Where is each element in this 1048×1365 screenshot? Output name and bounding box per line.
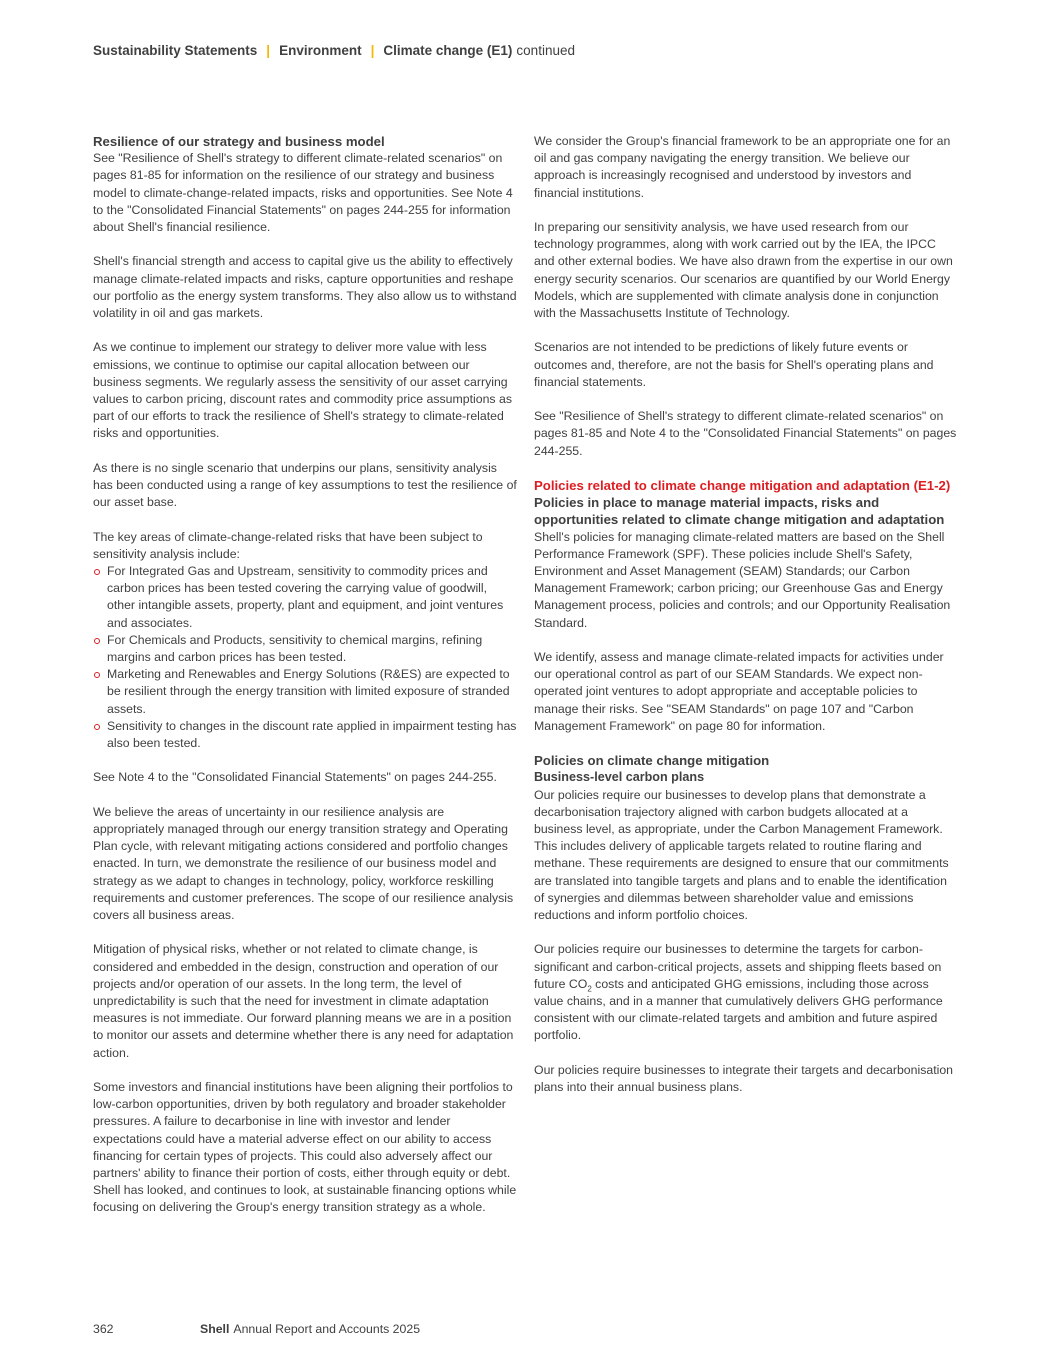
left-column [93,133,517,1217]
text-run: costs and anticipated GHG emissions, including those across value chains, and in a manner that cumulatively delivers GHG performance consistent with our climate-related targets and ambition and future aspired portfolio. [534,976,943,1043]
minor-heading-business-level-carbon-plans: Business-level carbon plans [534,770,705,785]
paragraph: See "Resilience of Shell's strategy to different climate-related scenarios" on pages 81-85 and Note 4 to the "Consolidated Financial Statements" on pages 244-255. [534,409,957,458]
footer-title: Annual Report and Accounts 2025 [233,1322,421,1336]
breadcrumb-separator: | [370,43,375,58]
paragraph: The key areas of climate-change-related risks that have been subject to sensitivity analysis include: [93,529,483,561]
paragraph: Scenarios are not intended to be predictions of likely future events or outcomes and, therefore, are not the basis for Shell's operating plans and financial statements. [534,340,934,389]
sensitivity-bullet-list [93,563,517,752]
paragraph: See "Resilience of Shell's strategy to different climate-related scenarios" on pages 81-85 for information on the resilience of our strategy and business model to climate-change-related impacts, risks and opportunities. See Note 4 to the "Consolidated Financial Statements" on pages 244-255 for information about Shell's financial resilience. [93,151,513,235]
paragraph: As we continue to implement our strategy to deliver more value with less emissions, we continue to optimise our capital allocation between our business segments. We regularly assess the sensitivity of our asset carrying values to carbon pricing, discount rates and commodity price assumptions as part of our efforts to track the resilience of Shell's strategy to climate-related risks and opportunities. [93,340,512,441]
paragraph: In preparing our sensitivity analysis, we have used research from our technology programmes, along with work carried out by the IEA, the IPCC and other external bodies. We have also drawn from the expertise in our own energy security scenarios. Our scenarios are quantified by our World Energy Models, which are supplemented with climate analysis done in conjunction with the Massachusetts Institute of Technology. [534,220,953,321]
paragraph: Our policies require businesses to integrate their targets and decarbonisation plans into their annual business plans. [534,1062,954,1095]
breadcrumb-sustainability: Sustainability Statements [93,43,258,58]
header-continued: continued [516,43,575,58]
paragraph: As there is no single scenario that underpins our plans, sensitivity analysis has been conducted using a range of key assumptions to test the resilience of our asset base. [93,460,517,510]
subsection-heading-policies-in-place: Policies in place to manage material impacts, risks and opportunities related to climate change mitigation and adaptation [534,495,945,528]
subscript: 2 [587,984,592,994]
paragraph: Some investors and financial institutions have been aligning their portfolios to low-carbon opportunities, driven by both regulatory and broader stakeholder pressures. A failure to decarbonise in line with investor and lender expectations could have a material adverse effect on our ability to access financing for certain types of projects. This could also adversely affect our partners' ability to finance their portion of costs, either through equity or debt. Shell has looked, and continues to look, at sustainable financing options while focusing on delivering the Group's energy transition strategy as a whole. [93,1080,517,1215]
paragraph: See Note 4 to the "Consolidated Financial Statements" on pages 244-255. [93,770,497,785]
running-header [93,42,575,60]
bullet-text: For Integrated Gas and Upstream, sensitivity to commodity prices and carbon prices has been tested covering the carrying value of goodwill, other intangible assets, property, plant and equipment, and joint ventures and associates. [107,564,504,630]
bullet-text: For Chemicals and Products, sensitivity to chemical margins, refining margins and carbon prices has been tested. [107,632,483,665]
bullet-item [93,666,517,718]
page-number: 362 [93,1322,114,1336]
bullet-icon [94,724,100,730]
bullet-icon [94,569,100,575]
bullet-item [93,632,517,666]
page-footer [93,1321,420,1338]
paragraph: We identify, assess and manage climate-related impacts for activities under our operational control as part of our SEAM Standards. We expect non-operated joint ventures to adopt appropriate and acceptable policies to manage their risks. See "SEAM Standards" on page 107 and "Carbon Management Framework" on page 80 for information. [534,650,944,733]
section-heading-resilience: Resilience of our strategy and business model [93,134,385,149]
section-heading-policies-e1-2: Policies related to climate change mitigation and adaptation (E1-2) [534,478,951,493]
subsection-heading-mitigation: Policies on climate change mitigation [534,753,770,769]
text-run: Our policies require our businesses to determine the targets for carbon-significant and carbon-critical projects, assets and shipping fleets based on future CO [534,942,942,991]
bullet-icon [94,672,100,678]
bullet-text: Marketing and Renewables and Energy Solutions (R&ES) are expected to be resilient through the energy transition with limited exposure of stranded assets. [107,667,510,716]
footer-brand: Shell [200,1322,230,1336]
paragraph: Mitigation of physical risks, whether or not related to climate change, is considered and embedded in the design, construction and operation of our projects and/or operation of our assets. In the long term, the level of unpredictability is such that the need for investment in climate adaptation measures is not immediate. Our forward planning means we are in a position to monitor our assets and determine whether there is any need for adaptation action. [93,942,514,1060]
bullet-text: Sensitivity to changes in the discount rate applied in impairment testing has also been tested. [107,718,517,751]
paragraph: We believe the areas of uncertainty in our resilience analysis are appropriately managed through our energy transition strategy and Operating Plan cycle, with relevant mitigating actions considered and portfolio changes enacted. In turn, we demonstrate the resilience of our business model and strategy as we adapt to changes in technology, policy, workforce reskilling requirements and customer preferences. The scope of our resilience analysis covers all business areas. [93,804,514,923]
paragraph: Shell's policies for managing climate-related matters are based on the Shell Performance Framework (SPF). These policies include Shell's Safety, Environment and Asset Management (SEAM) Standards; our Carbon Management Framework; carbon pricing; our Greenhouse Gas and Energy Management process, policies and controls; and our Opportunity Realisation Standard. [534,529,951,630]
paragraph: Shell's financial strength and access to capital give us the ability to effectively manage climate-related impacts and risks, capture opportunities and reshape our portfolio as the energy system transforms. They also allow us to withstand volatility in oil and gas markets. [93,254,517,321]
right-column [534,133,958,1113]
breadcrumb-climate-change: Climate change (E1) [383,43,513,58]
breadcrumb-separator: | [266,43,271,58]
paragraph: Our policies require our businesses to develop plans that demonstrate a decarbonisation trajectory aligned with carbon budgets allocated at a business level, as appropriate, under the Carbon Management Framework. This includes delivery of applicable targets related to routine flaring and methane. These requirements are designed to ensure that our commitments are translated into tangible targets and plans and to enable the identification of synergies and dilemmas between shareholder value and emissions reductions and inform portfolio choices. [534,787,949,923]
bullet-item [93,563,517,632]
bullet-icon [94,638,100,644]
bullet-item [93,718,517,752]
breadcrumb-environment: Environment [279,43,362,58]
paragraph-co2-targets [534,941,958,1044]
paragraph: We consider the Group's financial framework to be an appropriate one for an oil and gas company navigating the energy transition. We believe our approach is increasingly recognised and understood by investors and financial institutions. [534,134,951,200]
